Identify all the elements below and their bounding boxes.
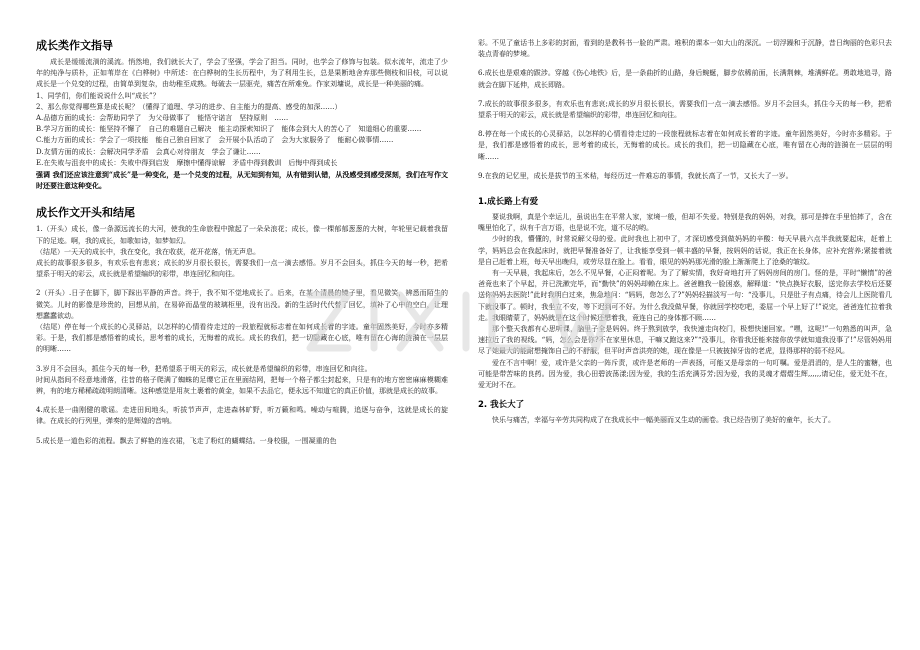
option-d: D.友情方面的成长：会解决同学矛盾 会真心对待朋友 学会了谦让…… xyxy=(36,147,261,156)
sample-2-ending: （结尾）停在每一个成长的心灵驿站，以怎样的心情看待走过的一段旅程就标志着在如何成长着的字迹。童年固然美好，今时亦多精彩。于是，我们都是感悟着的成长，思考着的成长，无悔着的成长。成长的我们，把一切隐藏在心底，唯有留在心海的涟漪在一层层的明晰…… xyxy=(36,323,448,354)
essay-2-para-1: 快乐与痛苦，幸福与辛劳共同构成了在我成长中一幅美丽而又生动的画卷。我已经告别了美好的童年，长大了。 xyxy=(492,416,835,425)
sample-1-more: 成长的故事很多很多，有欢乐也有悲哀；成长的岁月很长很长，需要我们一点一滴去感悟。岁月不会回头，抓住今天的每一秒，把希望系于明天的彩云，成长就是希望编织的彩带，串连回忆和向往。 xyxy=(36,259,448,279)
essay-1-para-1: 要说我啊，真是个幸运儿，虽说出生在平常人家，家境一般，但却不失爱。特别是我的妈妈，对我，那可是捧在手里怕摔了，含在嘴里怕化了，纵有千言万语，也是说不完，道不尽的哟。 xyxy=(478,213,892,233)
sample-2-opening: 2（开头）.日子在脚下，脚下踩出平静的声音。终于，我不知不觉地成长了。后来，在某个清晨的镜子里，看见微笑，辨悉而陌生的微笑。儿时的影像是珍贵的，回想从前，在易碎而晶莹的玻璃柜里，没有出没。新的生活时代代替了回忆，填补了心中的空白，让理想蠢蠢欲动。 xyxy=(36,289,448,320)
sample-1-opening: 1.（开头）成长，像一条源远流长的大河，使我的生命旅程中掀起了一朵朵浪花；成长，像一棵郁郁葱葱的大树，年轮里记载着我留下的足迹。啊，我的成长，如歌如诗，如梦如幻。 xyxy=(36,225,448,245)
sample-5: 5.成长是一道色彩的流程。飘去了鲜艳的连衣裙，飞走了粉红的蝴蝶结。一身校服，一围凝重的色 xyxy=(36,436,337,445)
sample-3-continued: 时间从指间不经意地滑落，往昔的格子爬满了蜘蛛的足缨它正在里面结网，把每一个格子都尘封起来，只是有的地方密密麻麻模糊难辨，有的地方稀稀疏疏明朗清晰。这种感觉是用灰土裹着的黄金，如果不去品它，便永远不知道它的真正价值，那就是成长的故事。 xyxy=(36,375,448,396)
emphasis-paragraph: 强调 我们还应该注意到“成长”是一种变化，是一个兑变的过程，从无知到有知，从有错到认错，从没感受到感受深刻，我们在写作文时还要注意这种变化。 xyxy=(36,170,448,191)
sample-3: 3.岁月不会回头，抓住今天的每一秒，把希望系于明天的彩云，成长就是希望编织的彩带，串连回忆和向往。 xyxy=(36,364,372,373)
option-a: A.品德方面的成长：会帮助同学了 为父母做事了 能悟守诺言 坚持原则 …… xyxy=(36,114,289,123)
right-column xyxy=(478,38,892,426)
sample-8: 8.停在每一个成长的心灵驿站，以怎样的心情看待走过的一段旅程就标志着在如何成长着的字迹。童年固然美好，今时亦多精彩。于是，我们都是感悟着的成长，思考着的成长，无悔着的成长。成长的我们，把一切隐藏在心底，唯有留在心海的涟漪在一层层的明晰…… xyxy=(478,130,892,161)
essay-1-para-3: 有一天早晨，我起床后，怎么不见早餐，心正闷着呢。为了了解实情，我好奇地打开了妈妈房间的房门。怪的是，平时“懒惰”的爸爸竟也来了个早起，并已洗漱完毕，而“勤快”的妈妈却赖在床上。爸爸瞧我一脸困惑，解释道：“快点换好衣服，送完你去学校后还要送你妈妈去医院!”此时我明白过来，焦急地问：“妈妈，您怎么了?”妈妈轻描淡写一句：“没事儿，只是肚子有点痛，待会儿上医院看几下就没事了。顿时，我坐立不安，等下迟到可不好。为什么我没做早餐，你就回学校吃吧，委屈一个早上好了!”说完，爸爸连忙拉着我走。我眼睛蒙了，妈妈就是在这个时候还想着我，竟连自己的身体都不顾…… xyxy=(478,269,892,322)
option-b: B.学习方面的成长：能坚持不懈了 自己的难题自己解决 能主动探索知识了 能体会到大人的苦心了 知道细心的重要…… xyxy=(36,125,422,134)
essay-1-para-2: 少时的我，懵懂的，时常说解父母的爱。此时我也上初中了，才深切感受到做妈妈的辛酸：每天早晨六点半我就要起床，赶着上学，妈妈总会在我起床时，就把早餐准备好了，让我能享受到一顿丰盛的早餐，按妈妈的话说，我正在长身体，应补充营养;紧接着就是自己赶着上班，每天早出晚归，或劳尽显在脸上。看看，眼见的妈妈那光滑的脸上渐渐爬上了沧桑的皱纹。 xyxy=(478,235,892,266)
essay-1-title: 1.成长路上有爱 xyxy=(478,197,539,208)
sample-9: 9.在我的记忆里，成长是拔节的玉米秸，每经历过一件难忘的事情，我就长高了一节，又长大了一岁。 xyxy=(478,171,793,180)
question-1: 1、同学们，你们能说说什么叫“成长”？ xyxy=(36,91,160,100)
option-e: E.在失败与沮丧中的成长：失败中得到启发 摩擦中懂得谅解 矛盾中得到教训 后悔中得到成长 xyxy=(36,158,338,167)
question-2: 2、那么你觉得哪些算是成长呢？（懂得了道理、学习的进步、自主能力的提高、感受的加深……） xyxy=(36,102,342,111)
essay-2-title: 2. 我长大了 xyxy=(478,400,525,411)
sample-4: 4.成长是一曲刚健的歌谣。走进田间地头，听拔节声声，走进森林旷野，听万籁和鸣。噪动与喧腾，追逐与奋争，这就是成长的旋律。在成长的行列里，弹奏的是辉煌的音响。 xyxy=(36,406,448,426)
option-c: C.能力方面的成长：学会了一项技能 能自己独自回家了 会开展小队活动了 会为大家服务了 能耐心做事情…… xyxy=(36,136,394,145)
section-title-guidance: 成长类作文指导 xyxy=(36,39,113,52)
essay-1-para-5: 爱在不言中啊！爱，或许是父亲的一阵斥责，或许是老师的一声表扬，可能又是母亲的一句叮嘱。爱是涓涓的，是人生的蜜糖，也可能是带苦味的良药。因为爱，我心田碧波荡漾;因为爱，我的生活充满芬芳;因为爱，我的灵魂才熠熠生辉,,,,,,请记住，爱无处不在，爱无时不在。 xyxy=(478,358,892,390)
section-title-openings: 成长作文开头和结尾 xyxy=(36,206,135,220)
intro-paragraph: 成长是缓缓流淌的溪流。悄然地，我们就长大了，学会了坚强，学会了担当。同时，也学会了修饰与包装。似水流年，流走了少年的纯净与质朴，正如苇岸在《白桦树》中所述：在白桦树的生长历程中，为了利用生长，总是果断地舍弃那些侧枝和旧枝，可以说成长是一个兑变的过程，由简单到复杂，由幼稚至成熟。每破去一层驱壳，痛苦在所难免。作家刘墉说，成长是一种美丽的痛。 xyxy=(36,58,448,89)
sample-1-ending: （结尾）一天天的成长中，我在变化，我在收获，花开花落，悄无声息。 xyxy=(36,247,260,256)
sample-7: 7.成长的故事很多很多，有欢乐也有悲哀;成长的岁月很长很长，需要我们一点一滴去感悟。岁月不会回头，抓住今天的每一秒，把希望系于明天的彩云，成长就是希望编织的彩带，串连回忆和向往。 xyxy=(478,99,892,120)
essay-1-para-4: 那个整天我都有心思听课，脑里子全是妈妈。终于熬到放学，我快速走向校门，极想快速回家。“嘿，这呢!”一句熟悉的叫声，急速拉近了我的视线。“妈，怎么会是你?不在家里休息，干嘛又跑这来?”“没事儿，你看我还能来接你放学就知道我没事了!”尽管妈妈用尽了她最大的能耐想掩饰自己的不舒服，但平时声音洪亮的她，现在像是一只被披掉牙齿的老虎，显得那样的弱不经风。 xyxy=(478,325,892,356)
left-column xyxy=(36,38,448,447)
sample-5-continued: 彩。不见了童话书上多彩的封面，看到的是教科书一脸的严肃。堆积的课本一如大山的深沉。一切浮躁和于沉静，昔日绚丽的色彩只去装点青春的梦境。 xyxy=(478,39,892,59)
sample-6: 6.成长也是艰难的跋涉。穿越《伤心地铁》后，是一条曲折的山路，身后蜿蜒，脚步依稀前面，长满荆棘，堆满鲜花。勇敢地追寻，路就会在脚下延伸，成长即路。 xyxy=(478,69,892,89)
